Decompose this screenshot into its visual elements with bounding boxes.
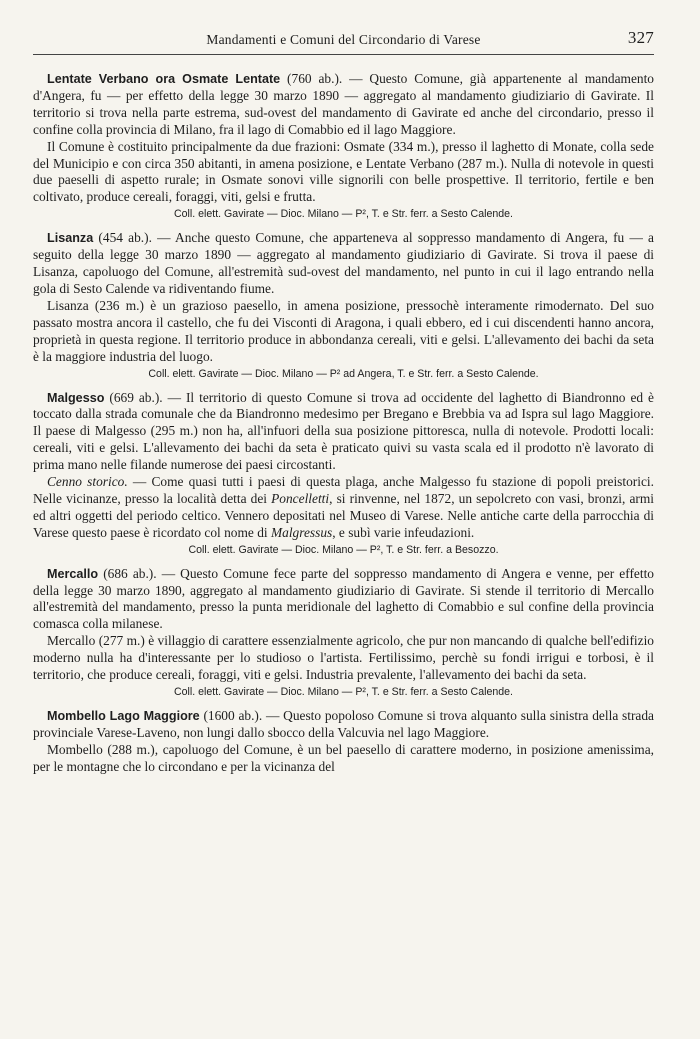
entry-lentate-coll: Coll. elett. Gavirate — Dioc. Milano — P², T. e Str. ferr. a Sesto Calende. xyxy=(174,208,513,221)
entry-text: (686 ab.). — Questo Comune fece parte del soppresso mandamento di Angera e venne, per effetto della legge 30 marzo 1890, aggregato al mandamento giudiziario di Gavirate. Si stende il territorio di Mercallo all'estremità del mandamento, presso la punta meridionale del laghetto di Comabbio e sul confine della provincia comasca colla milanese. xyxy=(33,565,654,632)
entry-heading: Mombello Lago Maggiore xyxy=(47,709,200,723)
cenno-text-b: , si rinvenne, nel 1872, un sepolcreto con vasi, bronzi, armi ed altri oggetti del periodo celtico. Vennero depositati nel Museo di Varese. Nelle antiche carte della parrocchia di Varese questo paese è ricordato col nome di xyxy=(33,490,654,540)
entry-mercallo-para-1 xyxy=(33,566,654,634)
entry-heading: Lentate Verbano ora Osmate Lentate xyxy=(47,72,281,86)
entry-mombello-para-2: Mombello (288 m.), capoluogo del Comune, è un bel paesello di carattere moderno, in posizione amenissima, per le montagne che lo circondano e per la vicinanza del xyxy=(33,741,654,774)
cenno-storico-label: Cenno storico. xyxy=(47,474,128,490)
cenno-text-c: , e subì varie infeudazioni. xyxy=(332,524,475,540)
entry-heading: Mercallo xyxy=(47,566,99,581)
cenno-text-a: — Come quasi tutti i paesi di questa plaga, anche Malgesso fu stazione di popoli preistorici. Nelle vicinanze, presso la località detta dei xyxy=(33,474,654,506)
entry-lisanza-para-1 xyxy=(33,230,654,298)
entry-lisanza-coll: Coll. elett. Gavirate — Dioc. Milano — P² ad Angera, T. e Str. ferr. a Sesto Calende. xyxy=(148,367,539,380)
entry-lisanza-para-2: Lisanza (236 m.) è un grazioso paesello, in amena posizione, pressochè interamente rimodernato. Del suo passato mostra ancora il castello, che fu dei Visconti di Aragona, i quali ebbero, ed i cui discendenti hanno ancora, proprietà in questa regione. Il territorio produce in abbondanza cereali, viti e gelsi. L'allevamento dei bachi da seta è la maggiore industria del luogo. xyxy=(33,297,654,364)
entry-lentate-para-1 xyxy=(33,71,654,139)
entry-malgesso-cenno-storico xyxy=(33,474,654,542)
running-header xyxy=(33,28,654,55)
entry-malgesso-coll: Coll. elett. Gavirate — Dioc. Milano — P², T. e Str. ferr. a Besozzo. xyxy=(188,543,499,556)
page-number: 327 xyxy=(627,28,654,47)
entry-mombello-para-1 xyxy=(33,708,654,742)
header-title: Mandamenti e Comuni del Circondario di Varese xyxy=(206,32,481,47)
entry-text: (760 ab.). — Questo Comune, già appartenente al mandamento d'Angera, fu — per effetto della legge 30 marzo 1890 — aggregato al mandamento giudiziario di Gavirate. Il territorio si trova nella parte estrema, sud-ovest del mandamento di Gavirate ed anche del circondario, presso il confine colla provincia di Milano, fra il lago di Comabbio ed il lago Maggiore. xyxy=(33,71,655,137)
entry-mercallo-para-2: Mercallo (277 m.) è villaggio di carattere essenzialmente agricolo, che pur non mancando di qualche bell'edifizio moderno nulla ha d'interessante per lo studioso o l'artista. Fertilissimo, perchè su fondi irrigui e torbosi, è il territorio, che produce cereali, foraggi, viti e gelsi. Industria prevalente, l'allevamento dei bachi da seta. xyxy=(33,633,654,683)
entry-text: (454 ab.). — Anche questo Comune, che apparteneva al soppresso mandamento di Angera, fu — a seguito della legge 30 marzo 1890 — aggregato al mandamento giudiziario di Gavirate. Si trova il paese di Lisanza, capoluogo del Comune, all'estremità sud-ovest del mandamento, nel punto in cui il lago entrando nella gola di Sesto Calende va ridiventando fiume. xyxy=(33,230,654,296)
entry-mercallo-coll: Coll. elett. Gavirate — Dioc. Milano — P², T. e Str. ferr. a Sesto Calende. xyxy=(174,686,513,698)
cenno-place-name: Poncelletti xyxy=(271,490,330,506)
entry-malgesso-para-1 xyxy=(33,390,654,475)
entry-text: (669 ab.). — Il territorio di questo Comune si trova ad occidente del laghetto di Biandronno ed è toccato dalla strada comunale che da Biandronno medesimo per Bregano e Brebbia va ad Ispra sul lago Maggiore. Il paese di Malgesso (295 m.) non ha, all'infuori della sua posizione pittoresca, nulla di notevole. Prodotti locali: cereali, viti e gelsi. L'allevamento dei bachi da seta è praticato quivi su vasta scala ed il prodotto n'è lavorato di prima mano nelle filande numerose dei paesi circostanti. xyxy=(33,389,654,473)
entry-heading: Malgesso xyxy=(47,390,105,405)
entry-text: (1600 ab.). — Questo popoloso Comune si trova alquanto sulla sinistra della strada provinciale Varese-Laveno, non lungi dallo sbocco della Valcuvia nel lago Maggiore. xyxy=(33,708,654,740)
entry-lentate-para-2: Il Comune è costituito principalmente da due frazioni: Osmate (334 m.), presso il laghetto di Monate, colla sede del Municipio e con circa 350 abitanti, in amena posizione, e Lentate Verbano (287 m.). Nulla di notevole in questi due paeselli di aspetto rurale; in Osmate sonovi ville signorili con belle prospettive. Il territorio, fertile e ben coltivato, produce cereali, foraggi, viti, gelsi e frutta. xyxy=(33,138,654,205)
page-content xyxy=(33,71,654,776)
cenno-latin-name: Malgressus xyxy=(270,524,333,540)
entry-heading: Lisanza xyxy=(47,231,94,246)
